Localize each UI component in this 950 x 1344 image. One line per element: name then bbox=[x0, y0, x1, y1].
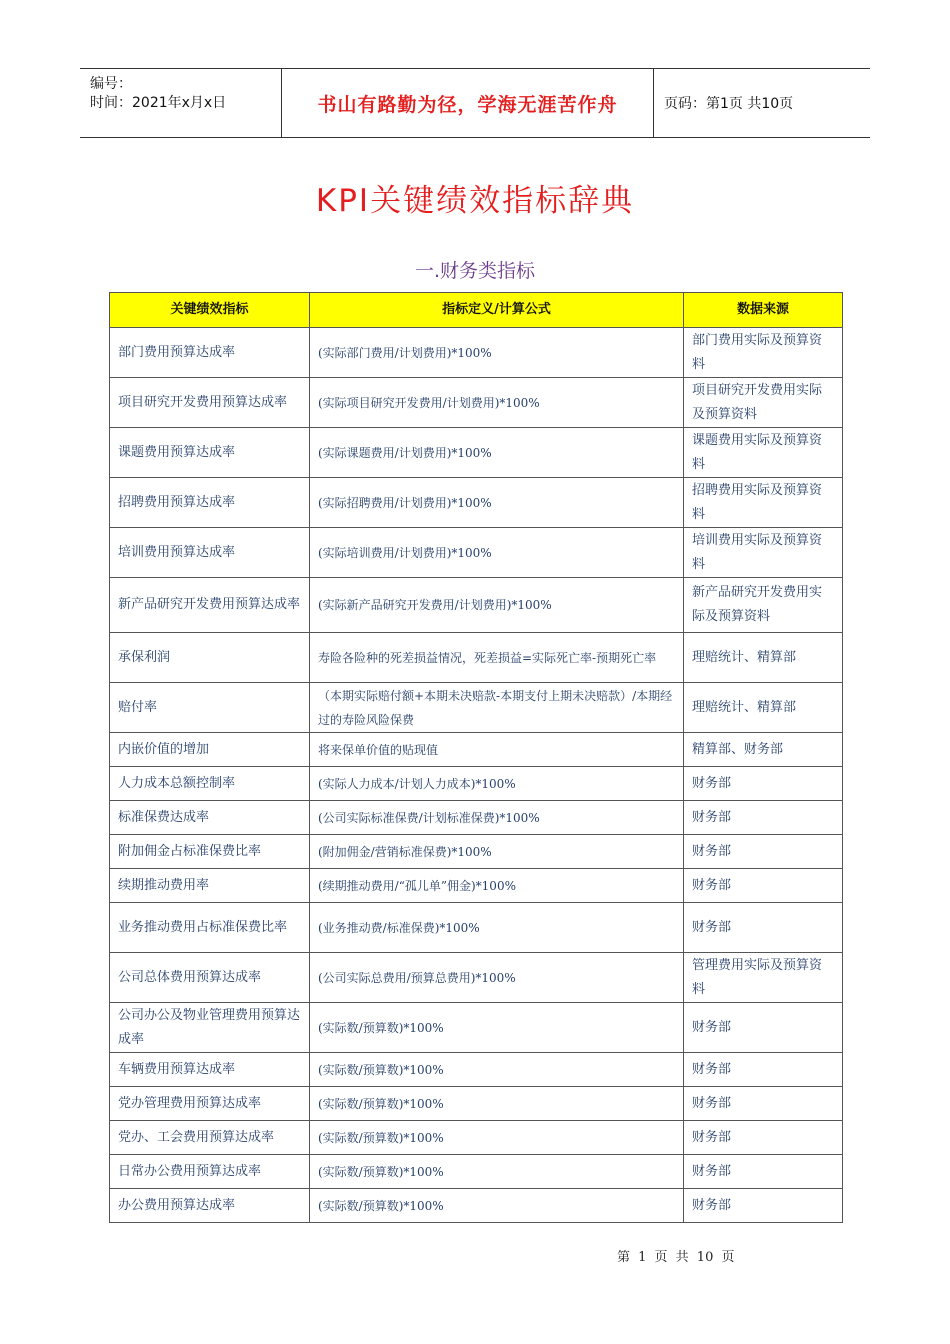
table-row bbox=[110, 478, 843, 528]
kpi-name-cell: 续期推动费用率 bbox=[110, 869, 310, 903]
header-meta bbox=[80, 69, 281, 137]
kpi-formula-cell: (续期推动费用/“孤儿单”佣金)*100% bbox=[310, 869, 684, 903]
kpi-source-cell: 课题费用实际及预算资料 bbox=[684, 428, 843, 478]
table-row bbox=[110, 528, 843, 578]
kpi-source-cell: 财务部 bbox=[684, 767, 843, 801]
kpi-name-cell: 日常办公费用预算达成率 bbox=[110, 1155, 310, 1189]
kpi-formula-cell: (实际数/预算数)*100% bbox=[310, 1155, 684, 1189]
kpi-formula-cell: (实际新产品研究开发费用/计划费用)*100% bbox=[310, 578, 684, 633]
table-row bbox=[110, 328, 843, 378]
kpi-formula-cell: (附加佣金/营销标准保费)*100% bbox=[310, 835, 684, 869]
kpi-source-cell: 新产品研究开发费用实际及预算资料 bbox=[684, 578, 843, 633]
kpi-source-cell: 财务部 bbox=[684, 1189, 843, 1223]
table-row bbox=[110, 428, 843, 478]
table-row bbox=[110, 1053, 843, 1087]
table-row bbox=[110, 835, 843, 869]
kpi-name-cell: 培训费用预算达成率 bbox=[110, 528, 310, 578]
column-header-formula: 指标定义/计算公式 bbox=[310, 293, 684, 328]
kpi-source-cell: 管理费用实际及预算资料 bbox=[684, 953, 843, 1003]
table-row bbox=[110, 633, 843, 683]
column-header-kpi: 关键绩效指标 bbox=[110, 293, 310, 328]
table-row bbox=[110, 953, 843, 1003]
kpi-formula-cell: (实际课题费用/计划费用)*100% bbox=[310, 428, 684, 478]
header-motto: 书山有路勤为径，学海无涯苦作舟 bbox=[281, 69, 654, 137]
kpi-source-cell: 财务部 bbox=[684, 835, 843, 869]
table-row bbox=[110, 1155, 843, 1189]
kpi-source-cell: 财务部 bbox=[684, 1121, 843, 1155]
kpi-source-cell: 财务部 bbox=[684, 1155, 843, 1189]
kpi-name-cell: 承保利润 bbox=[110, 633, 310, 683]
table-row bbox=[110, 1003, 843, 1053]
table-row bbox=[110, 733, 843, 767]
header-page-info: 页码：第1页 共10页 bbox=[664, 96, 794, 112]
kpi-source-cell: 财务部 bbox=[684, 1053, 843, 1087]
kpi-name-cell: 附加佣金占标准保费比率 bbox=[110, 835, 310, 869]
kpi-name-cell: 业务推动费用占标准保费比率 bbox=[110, 903, 310, 953]
kpi-name-cell: 车辆费用预算达成率 bbox=[110, 1053, 310, 1087]
kpi-formula-cell: (实际数/预算数)*100% bbox=[310, 1053, 684, 1087]
kpi-table bbox=[109, 292, 843, 1223]
column-header-source: 数据来源 bbox=[684, 293, 843, 328]
kpi-source-cell: 项目研究开发费用实际及预算资料 bbox=[684, 378, 843, 428]
kpi-formula-cell: (实际人力成本/计划人力成本)*100% bbox=[310, 767, 684, 801]
table-row bbox=[110, 378, 843, 428]
kpi-source-cell: 理赔统计、精算部 bbox=[684, 683, 843, 733]
kpi-name-cell: 党办、工会费用预算达成率 bbox=[110, 1121, 310, 1155]
kpi-formula-cell: (业务推动费/标准保费)*100% bbox=[310, 903, 684, 953]
table-header-row bbox=[110, 293, 843, 328]
kpi-name-cell: 公司总体费用预算达成率 bbox=[110, 953, 310, 1003]
kpi-formula-cell: (公司实际标准保费/计划标准保费)*100% bbox=[310, 801, 684, 835]
kpi-name-cell: 部门费用预算达成率 bbox=[110, 328, 310, 378]
kpi-name-cell: 内嵌价值的增加 bbox=[110, 733, 310, 767]
kpi-source-cell: 财务部 bbox=[684, 903, 843, 953]
table-row bbox=[110, 801, 843, 835]
kpi-source-cell: 财务部 bbox=[684, 1087, 843, 1121]
kpi-formula-cell: (实际项目研究开发费用/计划费用)*100% bbox=[310, 378, 684, 428]
kpi-formula-cell: 将来保单价值的贴现值 bbox=[310, 733, 684, 767]
kpi-source-cell: 部门费用实际及预算资料 bbox=[684, 328, 843, 378]
section-title: 一.财务类指标 bbox=[414, 260, 536, 282]
table-row bbox=[110, 1121, 843, 1155]
kpi-source-cell: 理赔统计、精算部 bbox=[684, 633, 843, 683]
table-row bbox=[110, 869, 843, 903]
kpi-name-cell: 人力成本总额控制率 bbox=[110, 767, 310, 801]
kpi-name-cell: 新产品研究开发费用预算达成率 bbox=[110, 578, 310, 633]
table-row bbox=[110, 1087, 843, 1121]
table-row bbox=[110, 903, 843, 953]
document-title: KPI关键绩效指标辞典 bbox=[315, 183, 635, 219]
kpi-formula-cell: 寿险各险种的死差损益情况，死差损益=实际死亡率-预期死亡率 bbox=[310, 633, 684, 683]
kpi-formula-cell: (实际部门费用/计划费用)*100% bbox=[310, 328, 684, 378]
kpi-name-cell: 标准保费达成率 bbox=[110, 801, 310, 835]
table-row bbox=[110, 578, 843, 633]
kpi-formula-cell: (实际数/预算数)*100% bbox=[310, 1121, 684, 1155]
kpi-formula-cell: (实际数/预算数)*100% bbox=[310, 1003, 684, 1053]
kpi-source-cell: 财务部 bbox=[684, 1003, 843, 1053]
document-header bbox=[80, 68, 870, 138]
kpi-name-cell: 招聘费用预算达成率 bbox=[110, 478, 310, 528]
kpi-source-cell: 财务部 bbox=[684, 869, 843, 903]
kpi-formula-cell: (实际数/预算数)*100% bbox=[310, 1189, 684, 1223]
kpi-name-cell: 项目研究开发费用预算达成率 bbox=[110, 378, 310, 428]
kpi-formula-cell: (实际招聘费用/计划费用)*100% bbox=[310, 478, 684, 528]
table-row bbox=[110, 767, 843, 801]
kpi-source-cell: 财务部 bbox=[684, 801, 843, 835]
kpi-source-cell: 精算部、财务部 bbox=[684, 733, 843, 767]
kpi-formula-cell: (实际数/预算数)*100% bbox=[310, 1087, 684, 1121]
number-label: 编号： bbox=[90, 76, 132, 92]
kpi-name-cell: 办公费用预算达成率 bbox=[110, 1189, 310, 1223]
kpi-source-cell: 培训费用实际及预算资料 bbox=[684, 528, 843, 578]
kpi-formula-cell: (实际培训费用/计划费用)*100% bbox=[310, 528, 684, 578]
kpi-source-cell: 招聘费用实际及预算资料 bbox=[684, 478, 843, 528]
table-row bbox=[110, 1189, 843, 1223]
kpi-name-cell: 课题费用预算达成率 bbox=[110, 428, 310, 478]
table-row bbox=[110, 683, 843, 733]
kpi-formula-cell: （本期实际赔付额+本期未决赔款-本期支付上期未决赔款）/本期经过的寿险风险保费 bbox=[310, 683, 684, 733]
kpi-name-cell: 党办管理费用预算达成率 bbox=[110, 1087, 310, 1121]
kpi-formula-cell: (公司实际总费用/预算总费用)*100% bbox=[310, 953, 684, 1003]
page-footer: 第 1 页 共 10 页 bbox=[617, 1250, 735, 1265]
kpi-name-cell: 赔付率 bbox=[110, 683, 310, 733]
kpi-name-cell: 公司办公及物业管理费用预算达成率 bbox=[110, 1003, 310, 1053]
date-label: 时间：2021年x月x日 bbox=[90, 95, 227, 111]
